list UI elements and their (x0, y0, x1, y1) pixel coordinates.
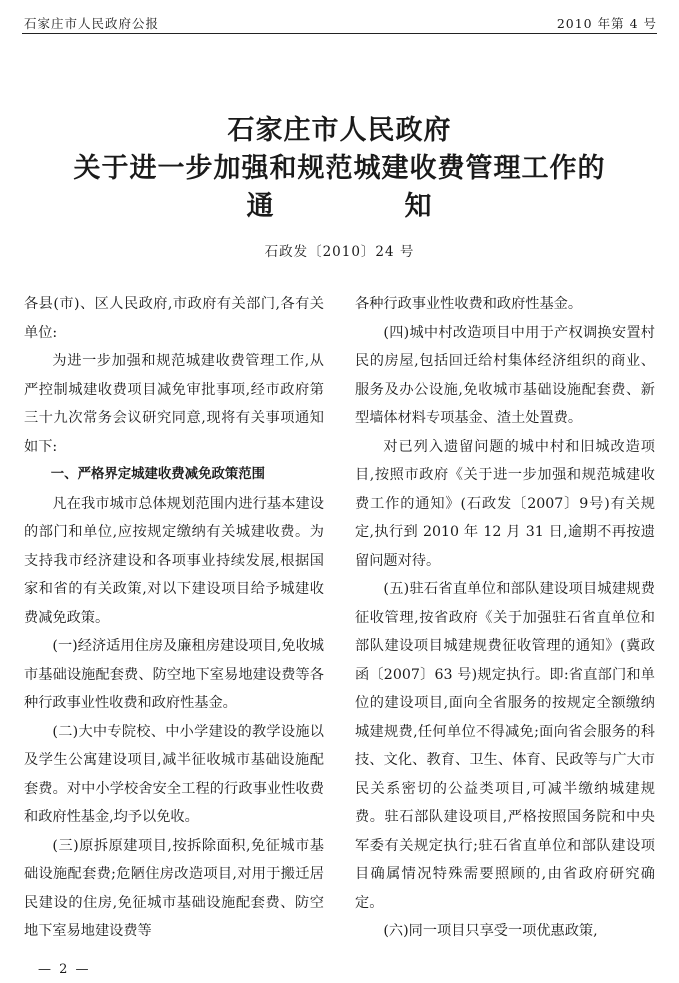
paragraph: 凡在我市城市总体规划范围内进行基本建设的部门和单位,应按规定缴纳有关城建收费。为支持我市经济建设和各项事业持续发展,根据国家和省的有关政策,对以下建设项目给予城建收费减免政策。 (24, 495, 324, 626)
title-line-2: 关于进一步加强和规范城建收费管理工作的 (73, 153, 606, 184)
paragraph: (二)大中专院校、中小学建设的教学设施以及学生公寓建设项目,减半征收城市基础设施配套费。对中小学校舍安全工程的行政事业性收费和政府性基金,均予以免收。 (24, 723, 324, 825)
paragraph: (四)城中村改造项目中用于产权调换安置村民的房屋,包括回迁给村集体经济组织的商业、服务及办公设施,免收城市基础设施配套费、新型墙体材料专项基金、渣土处置费。 (355, 324, 655, 426)
document-number: 石政发〔2010〕24 号 (264, 244, 415, 260)
right-column (355, 290, 655, 946)
paragraph: (三)原拆原建项目,按拆除面积,免征城市基础设施配套费;危陋住房改造项目,对用于搬迁居民建设的住房,免征城市基础设施配套费、防空地下室易地建设费等 (24, 837, 324, 939)
page-number: — 2 — (38, 962, 91, 977)
paragraph: 各种行政事业性收费和政府性基金。 (355, 296, 583, 312)
addressee: 各县(市)、区人民政府,市政府有关部门,各有关单位: (24, 296, 324, 341)
paragraph: (一)经济适用住房及廉租房建设项目,免收城市基础设施配套费、防空地下室易地建设费等各种行政事业性收费和政府性基金。 (24, 638, 324, 711)
section-heading: 一、严格界定城建收费减免政策范围 (50, 467, 266, 482)
paragraph: 对已列入遗留问题的城中村和旧城改造项目,按照市政府《关于进一步加强和规范城建收费工作的通知》(石政发〔2007〕9号)有关规定,执行到 2010 年 12 月 31 日,逾期不再按遗留问题对待。 (355, 438, 655, 569)
publication-name: 石家庄市人民政府公报 (24, 16, 160, 31)
title-line-1: 石家庄市人民政府 (227, 115, 452, 146)
header-rule (22, 33, 657, 34)
paragraph: (六)同一项目只享受一项优惠政策, (383, 923, 598, 939)
paragraph: 为进一步加强和规范城建收费管理工作,从严控制城建收费项目减免审批事项,经市政府第三十九次常务会议研究同意,现将有关事项通知如下: (24, 353, 324, 455)
title-line-3 (0, 184, 679, 223)
paragraph: (五)驻石省直单位和部队建设项目城建规费征收管理,按省政府《关于加强驻石省直单位和部队建设项目城建规费征收管理的通知》(冀政函〔2007〕63 号)规定执行。即:省直部门和单位的建设项目,面向全省服务的按规定全额缴纳城建规费,任何单位不得减免;面向省会服务的科技、文化、教育、卫生、体育、民政等与广大市民关系密切的公益类项目,可减半缴纳城建规费。驻石部队建设项目,严格按照国务院和中央军委有关规定执行;驻石省直单位和部队建设项目确属情况特殊需要照顾的,由省政府研究确定。 (355, 581, 655, 911)
page-header (22, 14, 657, 34)
left-column (24, 290, 324, 946)
title-line-3-part-a: 通 (246, 191, 275, 222)
title-line-3-part-b: 知 (404, 191, 433, 222)
issue-number: 2010 年第 4 号 (556, 16, 657, 31)
